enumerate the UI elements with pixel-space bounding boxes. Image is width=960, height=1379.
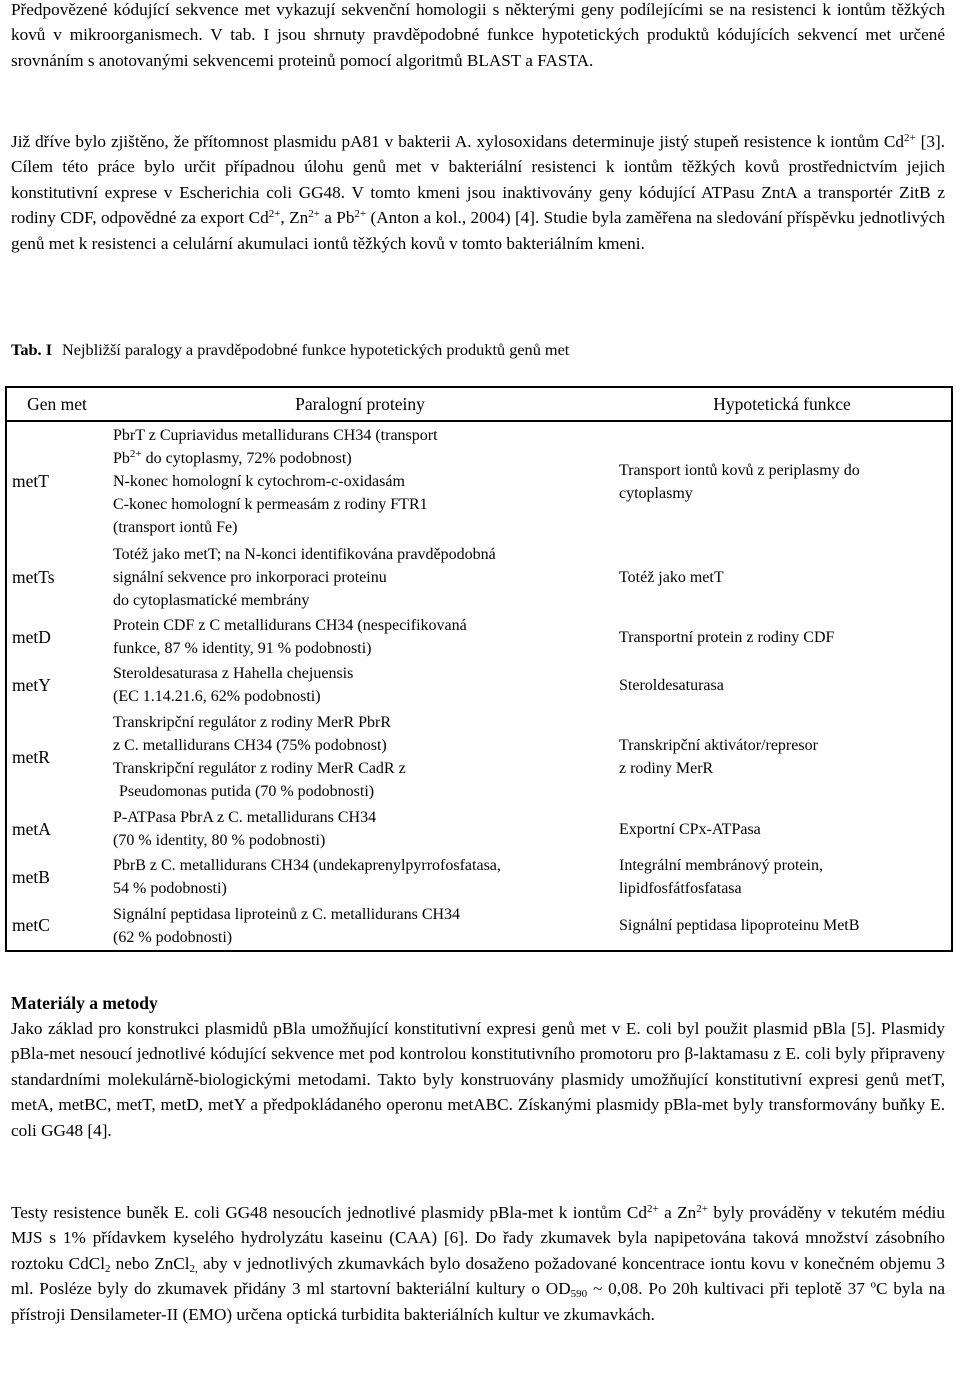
function-cell [613,541,952,613]
text-run: Pb [113,450,130,467]
function-cell [613,421,952,541]
function-cell [613,709,952,805]
cell-line: Signální peptidasa lipoproteinu MetB [619,917,860,934]
paralog-cell [107,805,613,853]
cell-line: Transkripční aktivátor/represor [619,737,818,754]
superscript: 2+ [268,208,281,221]
superscript: 2+ [129,448,142,460]
cell-line: signální sekvence pro inkorporaci proteinu [113,568,387,586]
superscript: 2+ [903,132,916,144]
superscript: 2+ [696,1203,708,1215]
table-row [6,805,952,853]
gene-cell: metA [12,818,51,839]
table-row [6,853,952,901]
table-caption [11,339,569,361]
table-row [6,901,952,951]
table-row [6,613,952,661]
table-caption-label: Tab. I [11,340,53,359]
text-run: Již dříve bylo zjištěno, že přítomnost plasmidu pA81 v bakterii A. xylosoxidans determinuje jistý stupeň resistence k iontům Cd [11,132,904,151]
text-run: aby v jednotlivých zkumavkách bylo dosaženo požadované koncentrace iontu kovu v konečném objemu 3 ml. Posléze byly do zkumavek přidány 3 ml startovní bakteriální kultury o OD [11,1253,945,1299]
function-cell [613,661,952,709]
text-run: a Pb [319,208,355,228]
gene-cell: metD [12,626,51,647]
cell-line: (62 % podobnosti) [113,928,233,946]
table-header-row [6,387,952,421]
text-run: Testy resistence buněk E. coli GG48 nesoucích jednotlivé plasmidy pBla-met k iontům Cd [11,1203,647,1222]
gene-cell: metY [12,674,51,695]
paralog-cell [107,421,613,541]
cell-line: Steroldesaturasa [619,676,724,694]
paralog-table [5,386,953,952]
cell-line: Totéž jako metT; na N-konci identifikována pravděpodobná [113,545,496,563]
cell-line: P-ATPasa PbrA z C. metallidurans CH34 [113,809,377,826]
section-title: Materiály a metody [11,993,158,1013]
gene-cell: metB [12,866,50,887]
cell-line: C-konec homologní k permeasám z rodiny FTR1 [113,496,428,513]
cell-line: funkce, 87 % identity, 91 % podobnosti) [113,640,372,657]
cell-line: Totéž jako metT [619,568,724,586]
cell-line: Exportní CPx-ATPasa [619,820,761,838]
table-row [6,421,952,541]
header-gene: Gen met [6,387,107,421]
header-paralogs: Paralogní proteiny [107,387,613,421]
subscript: 2 [104,1262,111,1275]
superscript: 2+ [308,208,320,221]
function-cell [613,901,952,951]
paragraph-background [11,129,945,256]
text-run: (Anton a kol., 2004) [4]. Studie byla zaměřena na sledování příspěvku jednotlivých genů met k resistenci a celulární akumulaci iontů těžkých kovů v tomto bakteriálním kmeni. [11,208,945,253]
text-run: do cytoplasmy, 72% podobnost) [141,450,352,467]
text-run: , Zn [280,208,309,228]
table-caption-text: Nejbližší paralogy a pravděpodobné funkce hypotetických produktů genů met [62,340,570,359]
function-cell [613,853,952,901]
text-run: ~ 0,08. Po 20h kultivaci při teplotě 37 ºC byla na přístroji Densilameter-II (EMO) určena optická turbidita bakteriálních kultur ve zkumavkách. [11,1279,946,1324]
superscript: 2+ [646,1203,659,1215]
cell-line: Protein CDF z C metallidurans CH34 (nespecifikovaná [113,617,467,634]
text-run: a Zn [658,1203,697,1222]
cell-line: 54 % podobnosti) [113,880,227,897]
gene-cell: metR [12,746,50,767]
cell-line: cytoplasmy [619,484,693,502]
cell-line: N-konec homologní k cytochrom-c-oxidasám [113,473,405,490]
text-run: byly prováděny v tekutém médiu MJS s 1% přídavkem kyselého hydrolyzátu kaseinu (CAA) [6]. Do řady zkumavek byla napipetována taková množství zásobního roztoku CdCl [11,1203,945,1273]
intro-text: Předpovězené kódující sekvence met vykazují sekvenční homologii s některými geny podílejícími se na resistenci k iontům těžkých kovů v mikroorganismech. V tab. I jsou shrnuty pravděpodobné funkce hypotetických produktů kódujících sekvencí met určené srovnáním s anotovanými sekvencemi proteinů pomocí algoritmů BLAST a FASTA. [11,0,945,70]
paralog-cell [107,709,613,805]
cell-line: Transkripční regulátor z rodiny MerR PbrR [113,714,392,731]
paragraph-methods-plasmids [11,1016,945,1143]
cell-line: Transport iontů kovů z periplasmy do [619,461,860,479]
table-row [6,709,952,805]
text-run: [3]. Cílem této práce bylo určit případnou úlohu genů met v bakteriální resistenci k iontům těžkých kovů prostřednictvím jejich konstitutivní exprese v Escherichia coli GG48. V tomto kmeni jsou inaktivovány geny kódující ATPasu ZntA a transportér ZitB z rodiny CDF, odpovědné za export Cd [11,132,945,228]
paralog-cell [107,853,613,901]
paralog-cell [107,613,613,661]
subscript: 590 [570,1288,588,1301]
cell-line: Steroldesaturasa z Hahella chejuensis [113,665,354,682]
cell-line: Pseudomonas putida (70 % podobnosti) [119,783,375,800]
text-run: Jako základ pro konstrukci plasmidů pBla umožňující konstitutivní expresi genů met v E. coli byl použit plasmid pBla [5]. Plasmidy pBla-met nesoucí jednotlivé kódující sekvence met pod kontrolou konstitutivního promotoru pro β-laktamasu z E. coli byly připraveny standardními molekulárně-biologickými metodami. Takto byly konstruovány plasmidy umožňující konstitutivní expresi genů metT, metA, metBC, metT, metD, metY a předpokládaného operonu metABC. Získanými plasmidy pBla-met byly transformovány buňky E. coli GG48 [4]. [11,1019,945,1140]
cell-line [113,447,609,470]
paragraph-methods-tests [11,1200,945,1327]
cell-line: (EC 1.14.21.6, 62% podobnosti) [113,688,321,705]
cell-line: Transkripční regulátor z rodiny MerR CadR z [113,760,406,777]
gene-cell: metC [12,915,50,935]
gene-cell: metT [12,471,49,491]
gene-cell: metTs [12,566,55,587]
text-run: nebo ZnCl [110,1253,190,1273]
function-cell [613,613,952,661]
superscript: 2+ [354,208,367,221]
cell-line: PbrB z C. metallidurans CH34 (undekaprenylpyrrofosfatasa, [113,857,501,874]
function-cell [613,805,952,853]
cell-line: (70 % identity, 80 % podobnosti) [113,832,326,849]
cell-line: Integrální membránový protein, [619,857,823,874]
table-row [6,661,952,709]
table-row [6,541,952,613]
cell-line: PbrT z Cupriavidus metallidurans CH34 (transport [113,427,438,444]
paralog-cell [107,661,613,709]
paralog-cell [107,901,613,951]
cell-line: z rodiny MerR [619,760,714,777]
cell-line: do cytoplasmatické membrány [113,591,310,609]
cell-line: z C. metallidurans CH34 (75% podobnost) [113,737,387,754]
cell-line: Transportní protein z rodiny CDF [619,628,835,646]
subscript: 2, [189,1262,198,1275]
cell-line: lipidfosfátfosfatasa [619,880,742,897]
header-function: Hypotetická funkce [613,387,952,421]
intro-paragraph [11,0,945,73]
cell-line: Signální peptidasa liproteinů z C. metallidurans CH34 [113,905,461,923]
cell-line: (transport iontů Fe) [113,519,238,536]
paralog-cell [107,541,613,613]
